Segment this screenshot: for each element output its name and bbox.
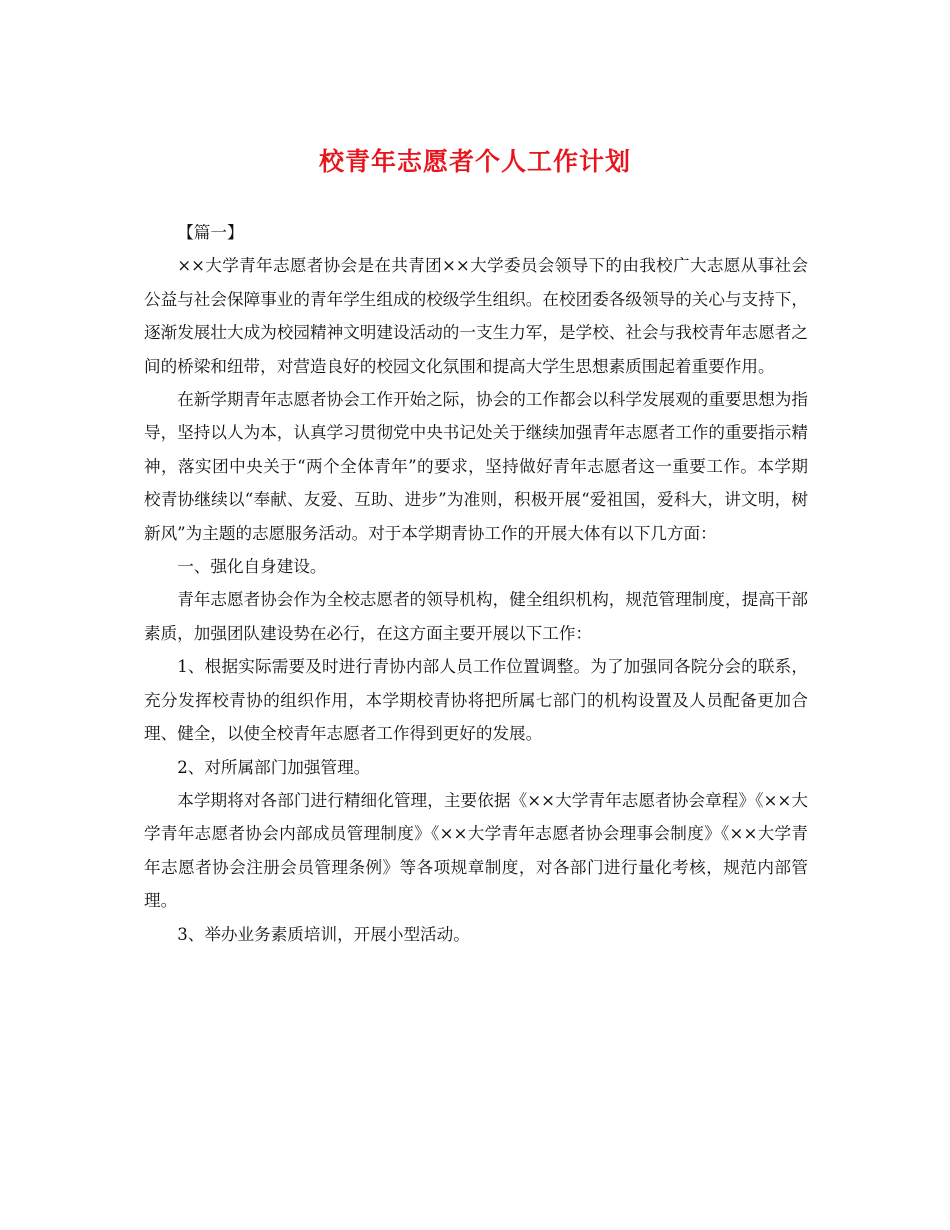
document-title: 校青年志愿者个人工作计划 xyxy=(318,147,631,176)
paragraph-heading: 一、强化自身建设。 xyxy=(177,557,327,577)
paragraph: ××大学青年志愿者协会是在共青团××大学委员会领导下的由我校广大志愿从事社会公益与社会保障事业的青年学生组成的校级学生组织。在校团委各级领导的关心与支持下，逐渐发展壮大成为校园精神文明建设活动的一支生力军，是学校、社会与我校青年志愿者之间的桥梁和纽带，对营造良好的校园文化氛围和提高大学生思想素质围起着重要作用。 xyxy=(144,256,808,376)
section-heading: 【篇一】 xyxy=(177,223,244,242)
paragraph: 在新学期青年志愿者协会工作开始之际，协会的工作都会以科学发展观的重要思想为指导，坚持以人为本，认真学习贯彻党中央书记处关于继续加强青年志愿者工作的重要指示精神，落实团中央关于“两个全体青年”的要求，坚持做好青年志愿者这一重要工作。本学期校青协继续以“奉献、友爱、互助、进步”为准则，积极开展“爱祖国，爱科大，讲文明，树新风”为主题的志愿服务活动。对于本学期青协工作的开展大体有以下几方面： xyxy=(144,390,808,543)
paragraph: 本学期将对各部门进行精细化管理，主要依据《××大学青年志愿者协会章程》《××大学青年志愿者协会内部成员管理制度》《××大学青年志愿者协会理事会制度》《××大学青年志愿者协会注册会员管理条例》等各项规章制度，对各部门进行量化考核，规范内部管理。 xyxy=(144,790,808,911)
paragraph-heading: 2、对所属部门加强管理。 xyxy=(177,757,371,777)
paragraph-heading: 3、举办业务素质培训，开展小型活动。 xyxy=(177,924,470,944)
paragraph: 1、根据实际需要及时进行青协内部人员工作位置调整。为了加强同各院分会的联系，充分发挥校青协的组织作用，本学期校青协将把所属七部门的机构设置及人员配备更加合理、健全，以使全校青年志愿者工作得到更好的发展。 xyxy=(144,657,808,744)
document-body xyxy=(144,216,808,951)
paragraph: 青年志愿者协会作为全校志愿者的领导机构，健全组织机构，规范管理制度，提高干部素质，加强团队建设势在必行，在这方面主要开展以下工作： xyxy=(144,590,808,643)
